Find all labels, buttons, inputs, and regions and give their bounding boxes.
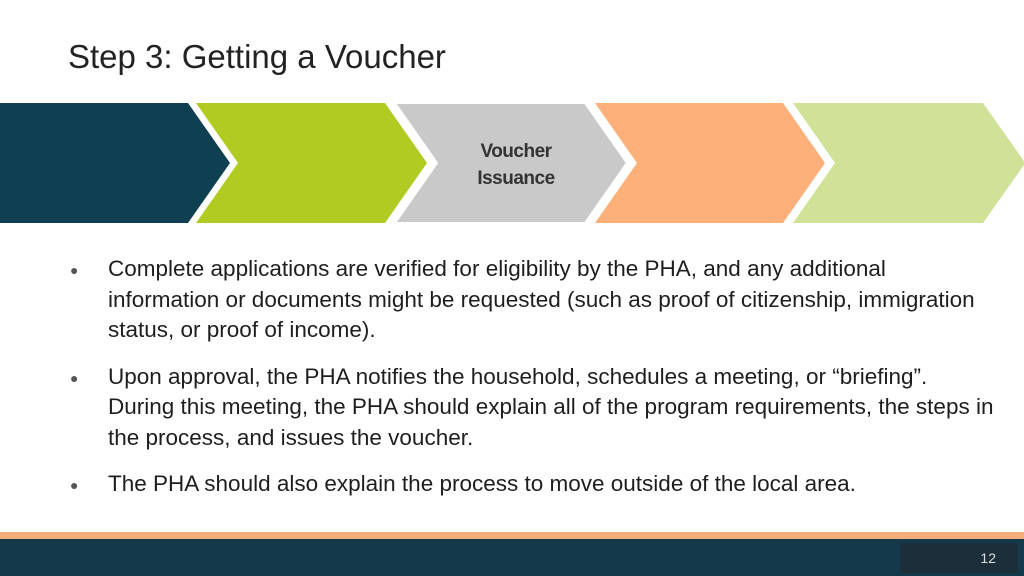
- bullet-dot-icon: ●: [70, 369, 79, 386]
- bullet-dot-icon: ●: [70, 477, 79, 493]
- process-step-3-label-line1: Voucher: [480, 141, 552, 162]
- process-step-2: [196, 103, 427, 223]
- bullet-text: The PHA should also explain the process to move outside of the local area.: [108, 471, 856, 496]
- bullet-item: [64, 254, 994, 346]
- bullet-text: Upon approval, the PHA notifies the household, schedules a meeting, or “briefing”. During this meeting, the PHA should explain all of the program requirements, the steps in the process, and issues the voucher.: [108, 363, 994, 450]
- page-number-box: [900, 543, 1018, 573]
- process-step-3-label-line2: Issuance: [477, 168, 555, 189]
- process-step-4: [595, 103, 825, 223]
- bullet-text: Complete applications are verified for eligibility by the PHA, and any additional information or documents might be requested (such as proof of citizenship, immigration status, or proof of income).: [108, 256, 975, 342]
- footer-accent-stripe: [0, 532, 1024, 539]
- bullet-item: [64, 362, 994, 454]
- bullet-dot-icon: ●: [70, 262, 79, 278]
- process-step-3-label: [440, 138, 592, 192]
- page-number: 12: [980, 550, 996, 566]
- process-step-5: [793, 103, 1024, 223]
- bullet-list: [64, 254, 994, 516]
- bullet-item: [64, 469, 994, 500]
- process-step-1: [0, 103, 230, 223]
- slide-title: Step 3: Getting a Voucher: [68, 38, 446, 75]
- footer-band: [0, 539, 1024, 576]
